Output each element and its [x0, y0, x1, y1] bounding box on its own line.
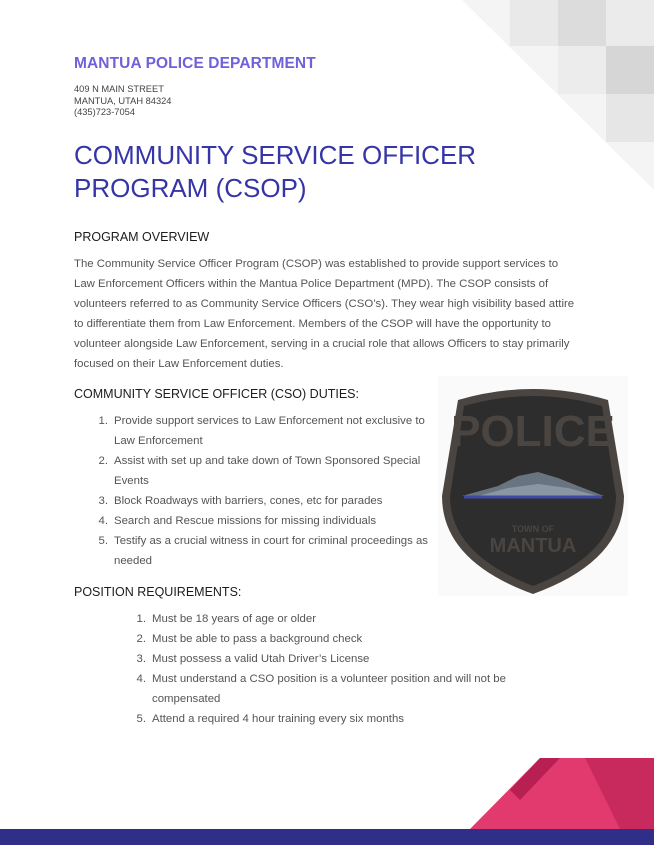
title-line-2: PROGRAM (CSOP)	[74, 173, 307, 203]
list-text: Block Roadways with barriers, cones, etc for parades	[114, 495, 383, 507]
requirements-list	[136, 609, 532, 729]
overview-paragraph: The Community Service Officer Program (CSOP) was established to provide support services to Law Enforcement Officers within the Mantua Police Department (MPD). The CSOP consists of volunteers referred to as Community Service Officers (CSO’s). They wear high visibility based attire to differentiate them from Law Enforcement. Members of the CSOP will have the opportunity to volunteer alongside Law Enforcement, serving in a crucial role that allows Officers to stay primarily focused on their Law Enforcement duties.	[74, 258, 575, 370]
list-text: Attend a required 4 hour training every six months	[152, 713, 404, 725]
list-text: Provide support services to Law Enforcement not exclusive to Law Enforcement	[114, 415, 425, 447]
list-text: Testify as a crucial witness in court for criminal proceedings as needed	[114, 535, 428, 567]
list-number: 4.	[136, 673, 146, 685]
overview-heading: PROGRAM OVERVIEW	[74, 230, 210, 244]
list-number: 5.	[136, 713, 146, 725]
list-text: Must be able to pass a background check	[152, 633, 363, 645]
police-badge-image	[438, 376, 628, 596]
list-item	[98, 531, 434, 571]
list-item	[136, 709, 532, 729]
duties-list	[98, 411, 434, 571]
list-number: 1.	[136, 613, 146, 625]
list-item	[98, 511, 434, 531]
list-number: 2.	[136, 633, 146, 645]
list-number: 4.	[98, 515, 108, 527]
list-number: 1.	[98, 415, 108, 427]
list-number: 5.	[98, 535, 108, 547]
list-number: 3.	[98, 495, 108, 507]
list-text: Must be 18 years of age or older	[152, 613, 316, 625]
title-line-1: COMMUNITY SERVICE OFFICER	[74, 140, 477, 170]
address-street: 409 N MAIN STREET	[74, 84, 164, 94]
list-item	[98, 451, 434, 491]
list-item	[98, 411, 434, 451]
duties-heading: COMMUNITY SERVICE OFFICER (CSO) DUTIES:	[74, 387, 359, 401]
badge-small-text: TOWN OF	[511, 524, 555, 534]
organization-name: MANTUA POLICE DEPARTMENT	[74, 55, 316, 72]
list-text: Assist with set up and take down of Town Sponsored Special Events	[114, 455, 421, 487]
list-item	[136, 609, 532, 629]
list-item	[136, 649, 532, 669]
list-text: Search and Rescue missions for missing individuals	[114, 515, 377, 527]
list-text: Must understand a CSO position is a volunteer position and will not be compensated	[152, 673, 506, 705]
footer-bar	[0, 829, 654, 845]
requirements-heading: POSITION REQUIREMENTS:	[74, 585, 242, 599]
badge-top-word: POLICE	[451, 407, 615, 456]
address-block	[74, 84, 171, 119]
list-item	[136, 669, 532, 709]
badge-town-name: MANTUA	[489, 535, 577, 557]
address-city: MANTUA, UTAH 84324	[74, 95, 172, 106]
list-number: 3.	[136, 653, 146, 665]
list-text: Must possess a valid Utah Driver’s License	[152, 653, 370, 665]
list-number: 2.	[98, 455, 108, 467]
list-item	[136, 629, 532, 649]
list-item	[98, 491, 434, 511]
page-title	[74, 139, 554, 205]
phone-number: (435)723-7054	[74, 107, 135, 117]
